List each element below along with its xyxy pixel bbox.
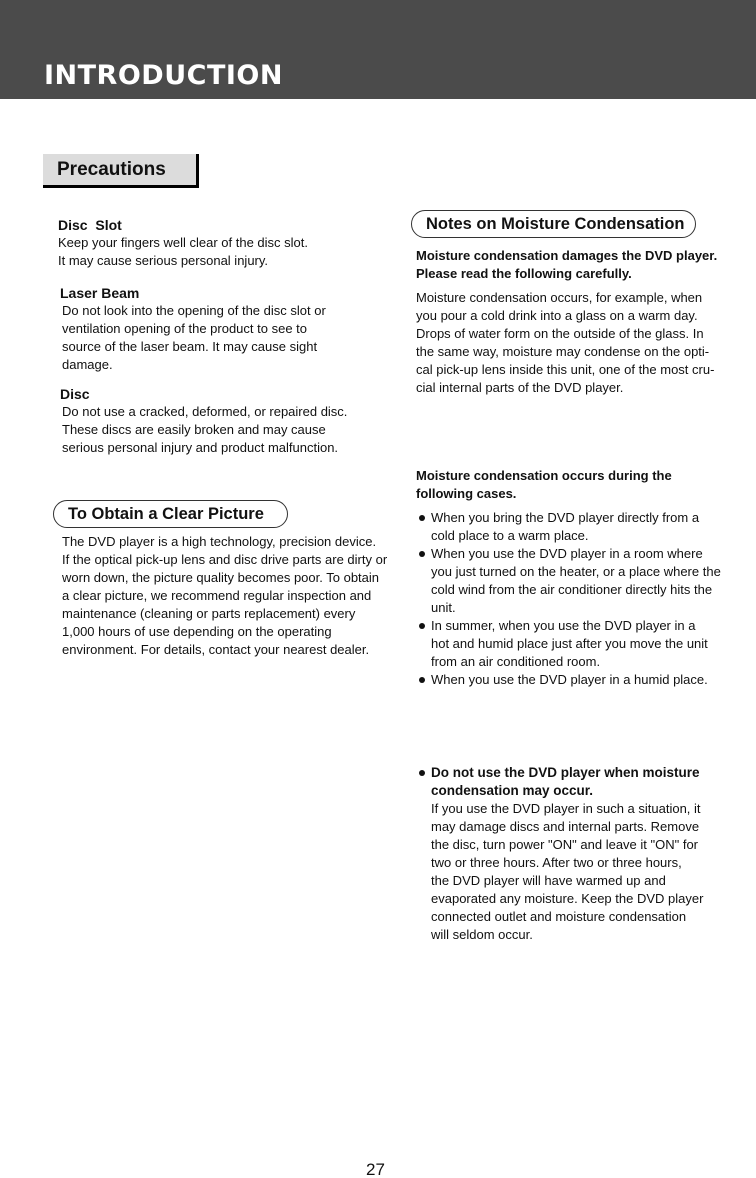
clear-picture-line: a clear picture, we recommend regular inspection and [62,588,372,603]
warning-line: will seldom occur. [431,927,533,942]
moisture-line: the same way, moisture may condense on the opti- [416,344,710,359]
disc-slot-line: Keep your fingers well clear of the disc slot. [58,235,309,250]
laser-beam-line: damage. [62,357,113,372]
case-line: When you use the DVD player in a room where [431,546,703,561]
warning-line: the DVD player will have warmed up and [431,873,666,888]
clear-picture-line: 1,000 hours of use depending on the operating [62,624,332,639]
disc-line: serious personal injury and product malfunction. [62,440,339,455]
laser-beam-line: ventilation opening of the product to see to [62,321,308,336]
moisture-line: Drops of water form on the outside of the glass. In [416,326,704,341]
cases-lead-line: following cases. [416,486,517,501]
clear-picture-line: worn down, the picture quality becomes poor. To obtain [62,570,380,585]
page-header [0,0,756,99]
clear-picture-line: environment. For details, contact your nearest dealer. [62,642,370,657]
case-item [416,671,751,689]
warning-line: evaporated any moisture. Keep the DVD player [431,891,704,906]
case-line: hot and humid place just after you move the unit [431,636,708,651]
case-line: In summer, when you use the DVD player in a [431,618,696,633]
disc-slot-heading: Disc Slot [58,217,122,233]
page-title: INTRODUCTION [44,60,283,91]
case-line: from an air conditioned room. [431,654,601,669]
cases-list [416,509,751,689]
laser-beam-heading: Laser Beam [60,285,140,301]
warning-title-line: condensation may occur. [431,783,594,798]
warning-line: the disc, turn power "ON" and leave it "ON" for [431,837,699,852]
disc-slot-line: It may cause serious personal injury. [58,253,269,268]
disc-section [60,385,400,457]
warning-list [416,764,751,944]
case-item [416,545,751,617]
condensation-cases-section [416,467,751,689]
cases-lead-line: Moisture condensation occurs during the [416,468,672,483]
warning-title-line: Do not use the DVD player when moisture [431,765,700,780]
clear-picture-line: If the optical pick-up lens and disc drive parts are dirty or [62,552,388,567]
section-tab-precautions [43,154,199,188]
moisture-line: cal pick-up lens inside this unit, one of the most cru- [416,362,715,377]
warning-line: connected outlet and moisture condensation [431,909,687,924]
moisture-heading: Notes on Moisture Condensation [411,210,696,238]
disc-line: Do not use a cracked, deformed, or repaired disc. [62,404,348,419]
case-line: When you use the DVD player in a humid place. [431,672,708,687]
laser-beam-line: Do not look into the opening of the disc slot or [62,303,326,318]
laser-beam-section [60,284,390,374]
warning-line: two or three hours. After two or three hours, [431,855,682,870]
moisture-line: Moisture condensation occurs, for example, when [416,290,703,305]
case-line: you just turned on the heater, or a place where the [431,564,721,579]
clear-picture-section [62,533,407,659]
laser-beam-line: source of the laser beam. It may cause sight [62,339,318,354]
disc-heading: Disc [60,386,90,402]
moisture-line: you pour a cold drink into a glass on a warm day. [416,308,698,323]
clear-picture-heading: To Obtain a Clear Picture [53,500,288,528]
clear-picture-line: maintenance (cleaning or parts replacement) every [62,606,356,621]
section-tab-label: Precautions [57,159,166,180]
clear-picture-line: The DVD player is a high technology, precision device. [62,534,377,549]
moisture-lead-line: Please read the following carefully. [416,266,632,281]
case-line: unit. [431,600,456,615]
case-item [416,617,751,671]
disc-line: These discs are easily broken and may cause [62,422,326,437]
warning-section [416,764,751,944]
page-number: 27 [366,1160,385,1178]
disc-slot-section [58,216,388,270]
warning-line: may damage discs and internal parts. Remove [431,819,700,834]
case-item [416,509,751,545]
moisture-section [416,247,751,397]
warning-item [416,764,751,944]
case-line: cold place to a warm place. [431,528,589,543]
warning-line: If you use the DVD player in such a situation, it [431,801,701,816]
moisture-lead-line: Moisture condensation damages the DVD player. [416,248,718,263]
case-line: When you bring the DVD player directly from a [431,510,700,525]
moisture-line: cial internal parts of the DVD player. [416,380,624,395]
case-line: cold wind from the air conditioner directly hits the [431,582,713,597]
